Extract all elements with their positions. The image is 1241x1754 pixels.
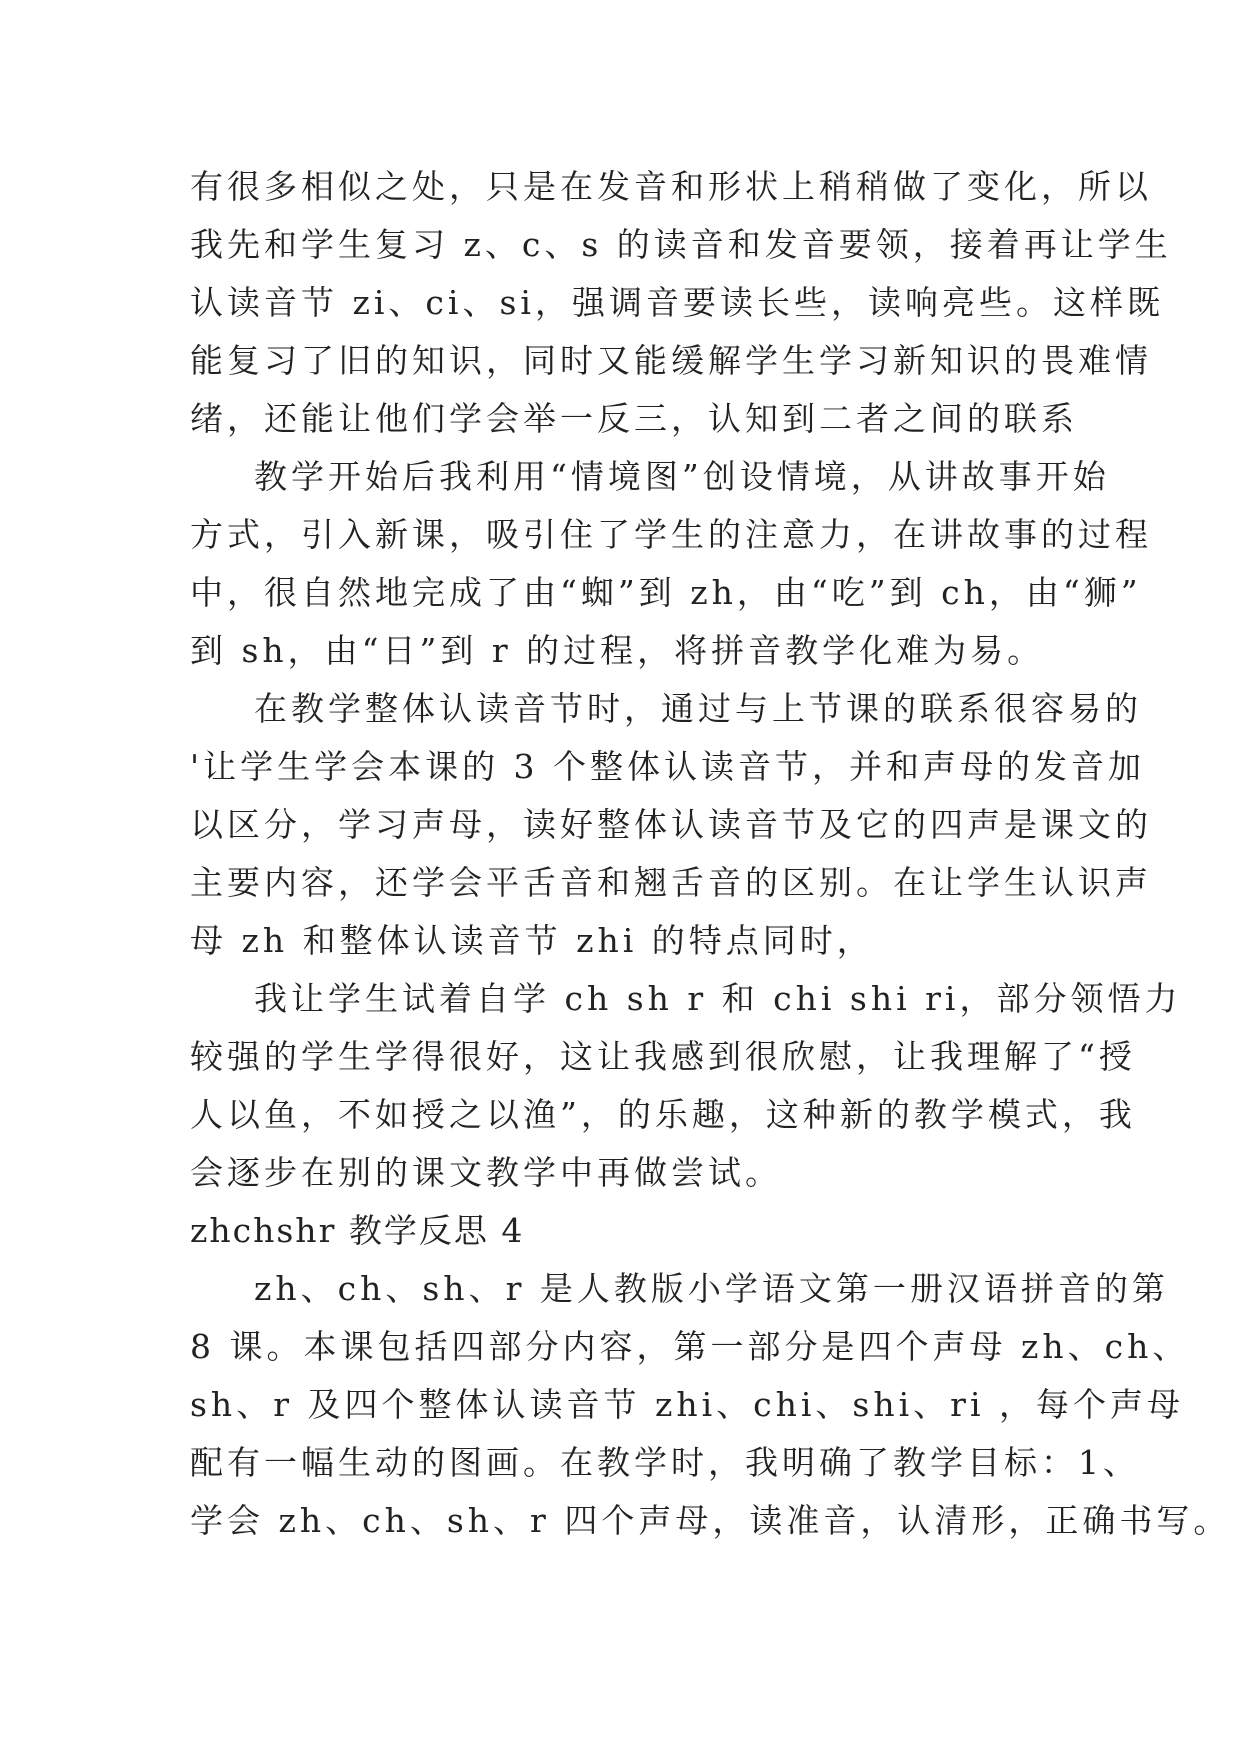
text-line: 8 课。本课包括四部分内容，第一部分是四个声母 zh、ch、 (190, 1327, 1190, 1366)
text-line: 绪，还能让他们学会举一反三，认知到二者之间的联系 (190, 399, 1078, 438)
text-line: sh、r 及四个整体认读音节 zhi、chi、shi、ri ，每个声母 (190, 1385, 1184, 1424)
text-line: 我让学生试着自学 ch sh r 和 chi shi ri，部分领悟力 (254, 979, 1182, 1018)
text-line: 以区分，学习声母，读好整体认读音节及它的四声是课文的 (190, 805, 1152, 844)
text-line: 能复习了旧的知识，同时又能缓解学生学习新知识的畏难情 (190, 341, 1152, 380)
text-line: 配有一幅生动的图画。在教学时，我明确了教学目标：1、 (190, 1443, 1140, 1482)
text-line: 教学开始后我利用“情境图”创设情境，从讲故事开始 (254, 457, 1110, 496)
text-line: 主要内容，还学会平舌音和翘舌音的区别。在让学生认识声 (190, 863, 1152, 902)
text-line: 在教学整体认读音节时，通过与上节课的联系很容易的 (254, 689, 1142, 728)
text-line: '让学生学会本课的 3 个整体认读音节，并和声母的发音加 (190, 747, 1146, 786)
document-body (190, 158, 1231, 1550)
text-line: 人以鱼，不如授之以渔”，的乐趣，这种新的教学模式，我 (190, 1095, 1136, 1134)
paragraph (190, 970, 1182, 1202)
text-line: 认读音节 zi、ci、si，强调音要读长些，读响亮些。这样既 (190, 283, 1164, 322)
text-line: 母 zh 和整体认读音节 zhi 的特点同时， (190, 921, 874, 960)
paragraph (190, 1260, 1231, 1550)
text-line: 中，很自然地完成了由“蜘”到 zh，由“吃”到 ch，由“狮” (190, 573, 1142, 612)
text-line: 会逐步在别的课文教学中再做尝试。 (190, 1153, 782, 1192)
paragraph (190, 158, 1172, 448)
text-line: zh、ch、sh、r 是人教版小学语文第一册汉语拼音的第 (254, 1269, 1169, 1308)
text-line: 较强的学生学得很好，这让我感到很欣慰，让我理解了“授 (190, 1037, 1136, 1076)
text-line: 方式，引入新课，吸引住了学生的注意力，在讲故事的过程 (190, 515, 1152, 554)
text-line: 我先和学生复习 z、c、s 的读音和发音要领，接着再让学生 (190, 225, 1172, 264)
paragraph (190, 680, 1152, 970)
paragraph (190, 448, 1152, 680)
section-heading: zhchshr 教学反思 4 (190, 1211, 525, 1250)
text-line: 有很多相似之处，只是在发音和形状上稍稍做了变化，所以 (190, 167, 1152, 206)
text-line: 到 sh，由“日”到 r 的过程，将拼音教学化难为易。 (190, 631, 1045, 670)
text-line: 学会 zh、ch、sh、r 四个声母，读准音，认清形，正确书写。 (190, 1501, 1231, 1540)
